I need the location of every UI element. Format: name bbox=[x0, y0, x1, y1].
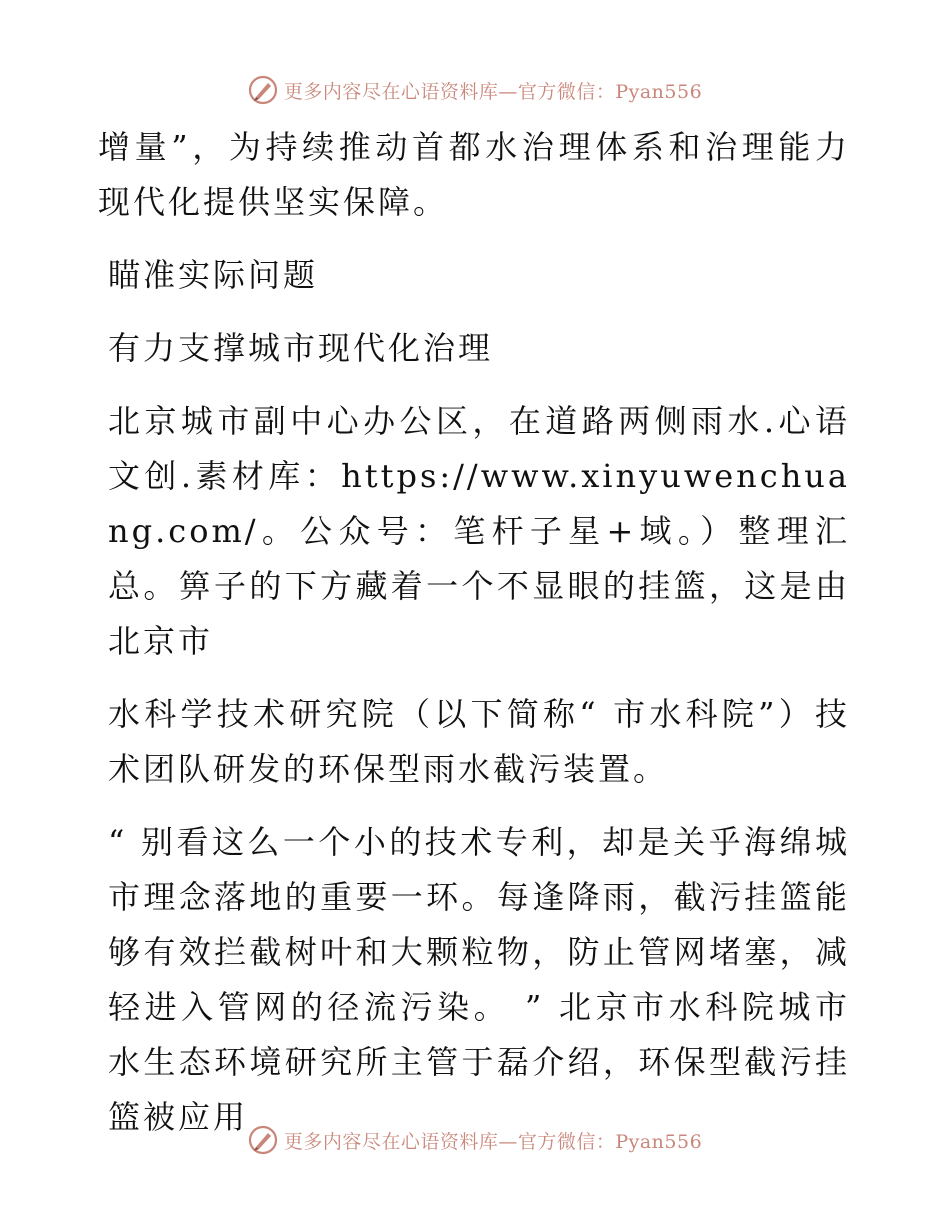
paragraph-office-area: 北京城市副中心办公区，在道路两侧雨水.心语文创.素材库：https://www.xinyuwenchuang.com/。公众号：笔杆子星+域。）整理汇总。箅子的下方藏着一个不显眼的挂篮，这是由北京市 bbox=[108, 402, 850, 660]
paragraph-device: 水科学技术研究院（以下简称“ 市水科院”）技术团队研发的环保型雨水截污装置。 bbox=[108, 695, 850, 788]
section-heading-2: 有力支撑城市现代化治理 bbox=[108, 329, 494, 367]
watermark-text: 更多内容尽在心语资料库—官方微信：Pyan556 bbox=[283, 1130, 703, 1153]
paragraph-intro: 增量”，为持续推动首都水治理体系和治理能力现代化提供坚实保障。 bbox=[98, 128, 850, 221]
pen-logo-icon bbox=[248, 75, 278, 105]
footer-watermark bbox=[0, 1120, 950, 1160]
paragraph-quote: “ 别看这么一个小的技术专利，却是关乎海绵城市理念落地的重要一环。每逢降雨，截污挂篮能够有效拦截树叶和大颗粒物，防止管网堵塞，减轻进入管网的径流污染。 ” 北京市水科院城市水生态环境研究所主管于磊介绍，环保型截污挂篮被应用 bbox=[108, 823, 850, 1136]
section-heading-1: 瞄准实际问题 bbox=[108, 256, 319, 294]
document-body bbox=[98, 120, 850, 1145]
pen-logo-icon bbox=[248, 1125, 278, 1155]
watermark-text: 更多内容尽在心语资料库—官方微信：Pyan556 bbox=[283, 80, 703, 103]
header-watermark bbox=[0, 70, 950, 110]
